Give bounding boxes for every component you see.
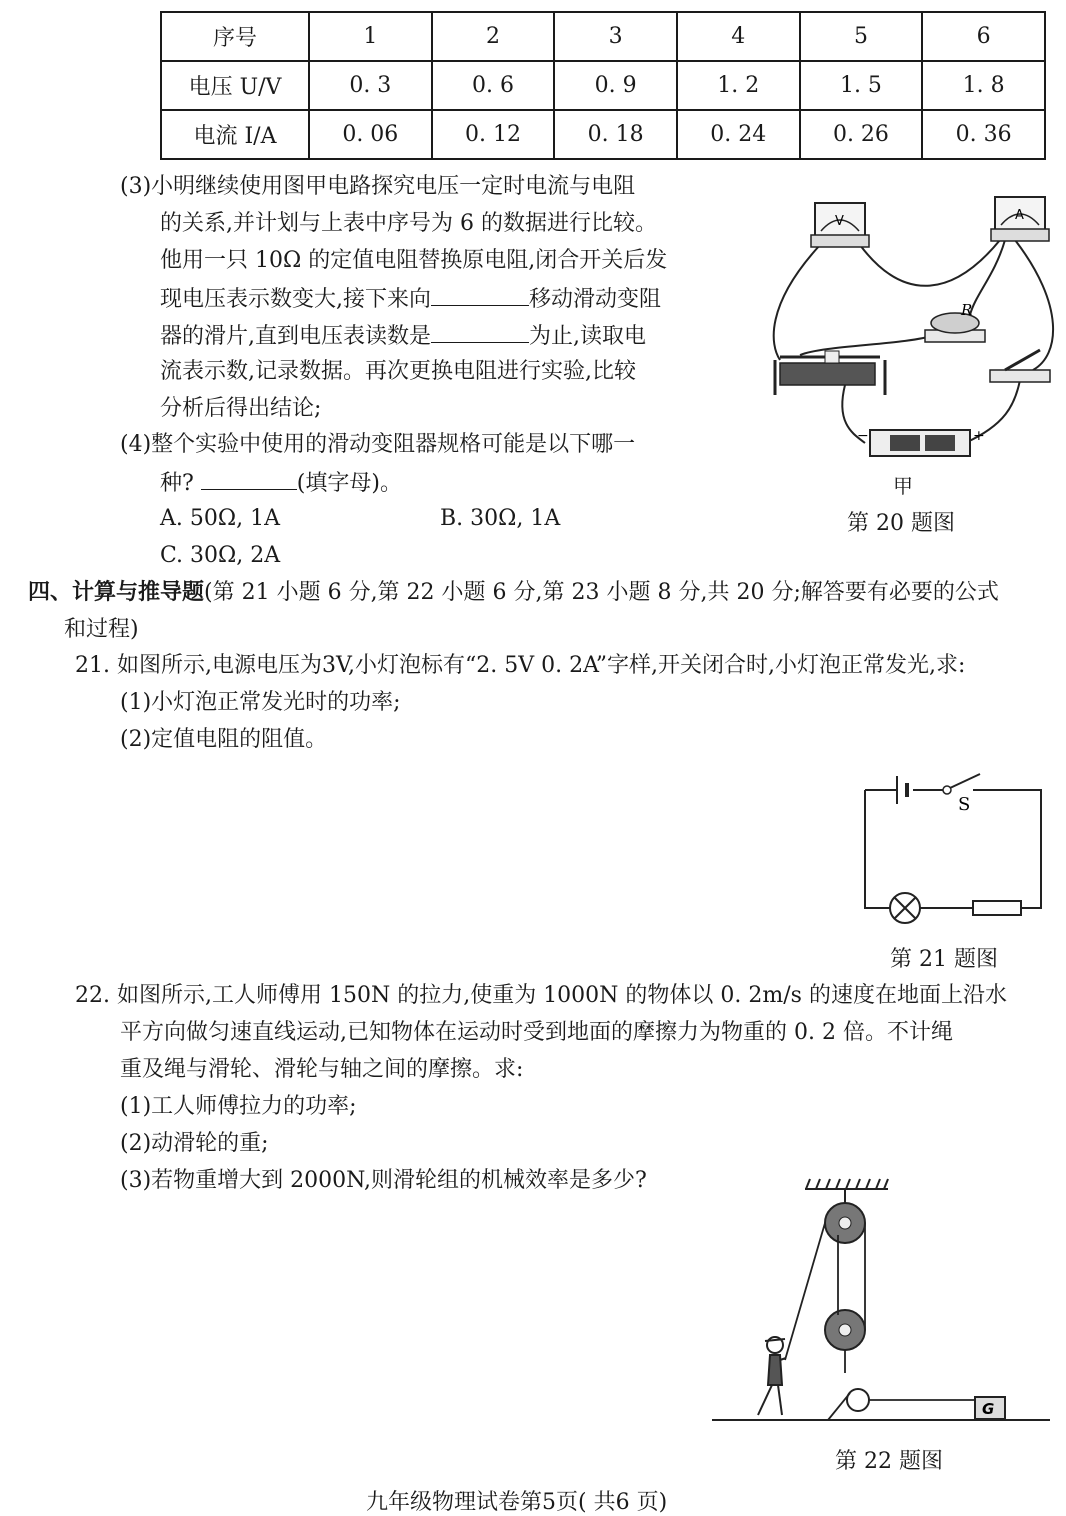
table-cell: 3 [554,12,677,61]
q20-p4-line [160,469,402,497]
answer-blank[interactable] [201,469,297,490]
q22-sub-3: (3)若物重增大到 2000N,则滑轮组的机械效率是多少? [120,1168,647,1193]
q20-text: 移动滑动变阻 [529,287,662,312]
rope [785,1223,975,1400]
q20-p3-line [160,285,661,313]
wire [970,240,1005,315]
q20-p3-line: 的关系,并计划与上表中序号为 6 的数据进行比较。 [160,211,657,236]
q20-text: 器的滑片,直到电压表读数是 [160,324,431,349]
battery-icon [870,430,970,456]
battery-positive-label: + [973,428,985,444]
q22-stem-line: 重及绳与滑轮、滑轮与轴之间的摩擦。求: [120,1057,524,1082]
figure-21-caption: 第 21 题图 [890,947,998,972]
data-table [160,11,1046,160]
table-cell: 1. 2 [677,61,800,110]
option-b: B. 30Ω, 1A [440,506,561,531]
table-cell: 0. 9 [554,61,677,110]
q20-p3-line: (3)小明继续使用图甲电路探究电压一定时电流与电阻 [120,174,636,199]
figure-22-caption: 第 22 题图 [835,1449,943,1474]
table-cell: 0. 12 [432,110,555,159]
table-cell: 1. 8 [922,61,1045,110]
q22-stem-line: 平方向做匀速直线运动,已知物体在运动时受到地面的摩擦力为物重的 0. 2 倍。不计绳 [120,1020,953,1045]
table-cell: 0. 18 [554,110,677,159]
section-4-heading [28,580,999,606]
ground-pulley-icon [847,1389,869,1411]
figure-20-sublabel: 甲 [893,474,913,498]
section-4-heading-cont: 和过程) [64,617,139,642]
table-header-cell: 电流 I/A [161,110,309,159]
resistor-icon [925,313,985,342]
q20-p3-line: 流表示数,记录数据。再次更换电阻进行实验,比较 [160,359,636,384]
resistor-label: R [961,301,973,319]
block-label: G [982,1400,995,1418]
answer-blank[interactable] [431,285,529,306]
q22-sub-1: (1)工人师傅拉力的功率; [120,1094,357,1119]
q20-p3-line: 他用一只 10Ω 的定值电阻替换原电阻,闭合开关后发 [160,248,668,273]
q20-text: 种? [160,471,194,496]
figure-20-circuit [765,185,1065,470]
table-cell: 0. 3 [309,61,432,110]
option-c: C. 30Ω, 2A [160,543,281,568]
table-row [161,61,1045,110]
switch-icon [990,350,1050,382]
q20-text: 为止,读取电 [529,324,646,349]
table-cell: 0. 06 [309,110,432,159]
battery-negative-label: − [857,428,869,444]
ammeter-label: A [1015,208,1024,223]
table-cell: 2 [432,12,555,61]
switch-label: S [958,794,971,815]
q22-stem-line: 22. 如图所示,工人师傅用 150N 的拉力,使重为 1000N 的物体以 0. 2m/s 的速度在地面上沿水 [75,983,1007,1008]
figure-22-pulley-system [710,1175,1055,1435]
table-header-cell: 序号 [161,12,309,61]
page-footer: 九年级物理试卷第5页( 共6 页) [366,1490,668,1515]
wire [860,240,1000,286]
table-cell: 0. 6 [432,61,555,110]
q20-p4-line: (4)整个实验中使用的滑动变阻器规格可能是以下哪一 [120,432,636,457]
table-cell: 4 [677,12,800,61]
fixed-pulley-icon [825,1203,865,1243]
table-cell: 1. 5 [800,61,923,110]
q20-text: (填字母)。 [296,471,402,496]
table-row [161,12,1045,61]
table-cell: 6 [922,12,1045,61]
worker-icon [758,1337,786,1415]
ceiling-icon [805,1179,888,1189]
wire [774,245,820,360]
table-cell: 1 [309,12,432,61]
table-row [161,110,1045,159]
fixed-resistor-icon [973,901,1021,915]
q22-sub-2: (2)动滑轮的重; [120,1131,269,1156]
table-cell: 0. 36 [922,110,1045,159]
q21-stem: 21. 如图所示,电源电压为3V,小灯泡标有“2. 5V 0. 2A”字样,开关闭合时,小灯泡正常发光,求: [75,653,966,678]
q20-p3-line: 分析后得出结论; [160,396,322,421]
option-a: A. 50Ω, 1A [160,506,280,531]
table-header-cell: 电压 U/V [161,61,309,110]
section-4-instructions: (第 21 小题 6 分,第 22 小题 6 分,第 23 小题 8 分,共 20 分;解答要有必要的公式 [204,580,999,605]
rheostat-icon [775,351,885,395]
movable-pulley-icon [825,1310,865,1350]
q20-text: 现电压表示数变大,接下来向 [160,287,431,312]
section-4-title: 四、计算与推导题 [28,580,205,605]
table-cell: 5 [800,12,923,61]
answer-blank[interactable] [431,322,529,343]
figure-21-circuit [855,770,1050,925]
lamp-icon [890,893,920,923]
q21-sub-2: (2)定值电阻的阻值。 [120,727,328,752]
table-cell: 0. 26 [800,110,923,159]
table-cell: 0. 24 [677,110,800,159]
q20-p3-line [160,322,646,350]
voltmeter-label: V [835,214,844,229]
wire [800,335,935,355]
wire [1015,240,1053,370]
q21-sub-1: (1)小灯泡正常发光时的功率; [120,690,401,715]
figure-20-caption: 第 20 题图 [847,511,955,536]
switch-blade-icon [950,774,980,788]
